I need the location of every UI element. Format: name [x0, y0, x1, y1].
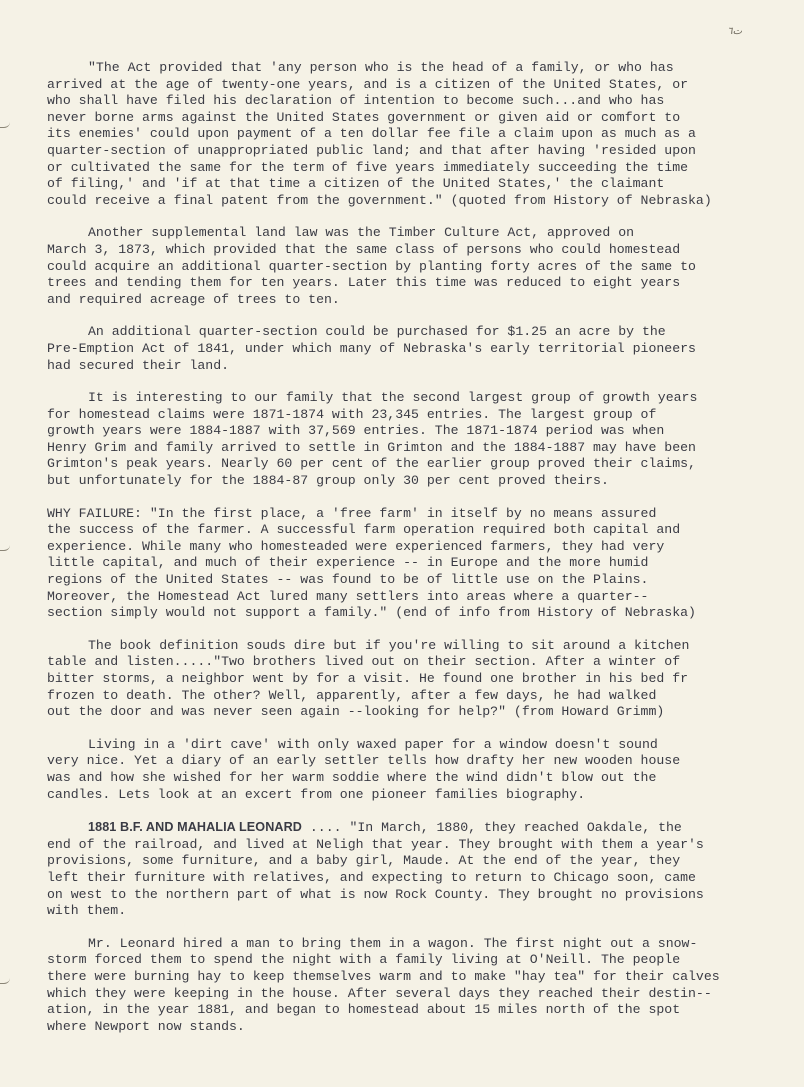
text-line: was and how she wished for her warm soddie where the wind didn't blow out the — [47, 769, 657, 785]
paragraph-pre-emption — [47, 324, 759, 374]
text-line: Henry Grim and family arrived to settle in Grimton and the 1884-1887 may have been — [47, 439, 696, 455]
text-line: ation, in the year 1881, and began to homestead about 15 miles north of the spot — [47, 1002, 681, 1018]
leonard-heading: 1881 B.F. AND MAHALIA LEONARD — [88, 820, 302, 835]
text-line: left their furniture with relatives, and expecting to return to Chicago soon, came — [47, 869, 696, 885]
text-line: where Newport now stands. — [47, 1018, 245, 1034]
text-line: there were burning hay to keep themselves warm and to make "hay tea" for their calves — [47, 968, 720, 984]
text-line: arrived at the age of twenty-one years, and is a citizen of the United States, or — [47, 76, 689, 92]
text-line: March 3, 1873, which provided that the same class of persons who could homestead — [47, 241, 681, 257]
margin-binding-mark — [0, 545, 10, 551]
text-line: could acquire an additional quarter-section by planting forty acres of the same to — [47, 258, 696, 274]
text-line: quarter-section of unappropriated public land; and that after having 'resided upon — [47, 142, 696, 158]
text-line: bitter storms, a neighbor went by for a visit. He found one brother in his bed fr — [47, 671, 689, 686]
paragraph-why-failure — [47, 506, 759, 622]
text-line: its enemies' could upon payment of a ten dollar fee file a claim upon as much as a — [47, 126, 696, 142]
text-line: frozen to death. The other? Well, apparently, after a few days, he had walked — [47, 687, 657, 703]
text-line: could receive a final patent from the government." (quoted from History of Nebraska) — [47, 192, 712, 208]
text-line: which they were keeping in the house. After several days they reached their destin-- — [47, 985, 712, 1001]
paragraph-snowstorm — [47, 936, 759, 1036]
text-line: never borne arms against the United States government or given aid or comfort to — [47, 109, 681, 125]
text-line: trees and tending them for ten years. Later this time was reduced to eight years — [47, 275, 681, 291]
text-line: experience. While many who homesteaded were experienced farmers, they had very — [47, 538, 665, 554]
text-line: Moreover, the Homestead Act lured many settlers into areas where a quarter-- — [47, 588, 649, 604]
text-line: but unfortunately for the 1884-87 group only 30 per cent proved theirs. — [47, 473, 609, 489]
text-line: out the door and was never seen again --looking for help?" (from Howard Grimm) — [47, 704, 665, 720]
text-line: Pre-Emption Act of 1841, under which many of Nebraska's early territorial pioneers — [47, 340, 696, 356]
paragraph-act-quote — [47, 60, 759, 209]
text-line: section simply would not support a family." (end of info from History of Nebraska) — [47, 605, 696, 621]
text-line: Living in a 'dirt cave' with only waxed paper for a window doesn't sound — [88, 736, 658, 752]
paragraph-two-brothers — [47, 638, 759, 721]
text-line: table and listen....."Two brothers lived out on their section. After a winter of — [47, 654, 681, 670]
text-fragment: .... "In March, 1880, they reached Oakdale, the — [301, 820, 682, 836]
paragraph-growth-years — [47, 390, 759, 490]
text-line: storm forced them to spend the night with a family living at O'Neill. The people — [47, 952, 681, 968]
text-line: Grimton's peak years. Nearly 60 per cent of the earlier group proved their claims, — [47, 456, 696, 472]
text-line: little capital, and much of their experience -- in Europe and the more humid — [47, 555, 649, 571]
text-line: Mr. Leonard hired a man to bring them in a wagon. The first night out a snow- — [88, 935, 698, 951]
text-line: the success of the farmer. A successful farm operation required both capital and — [47, 522, 681, 538]
text-line: The book definition souds dire but if you're willing to sit around a kitchen — [88, 637, 690, 653]
text-fragment: "In the first place, a 'free farm' in itself by no means assured — [141, 505, 657, 521]
margin-binding-mark — [0, 122, 10, 128]
text-line: had secured their land. — [47, 357, 230, 373]
why-failure-label: WHY FAILURE: — [47, 505, 142, 521]
text-line: It is interesting to our family that the second largest group of growth years — [88, 390, 698, 406]
text-line: of filing,' and 'if at that time a citizen of the United States,' the claimant — [47, 176, 665, 192]
text-line: growth years were 1884-1887 with 37,569 entries. The 1871-1874 period was when — [47, 423, 665, 439]
document-body — [47, 60, 759, 1051]
text-line: or cultivated the same for the term of five years immediately succeeding the time — [47, 159, 689, 175]
text-line: on west to the northern part of what is now Rock County. They brought no provisions — [47, 886, 704, 902]
text-line: with them. — [47, 903, 127, 919]
text-line: for homestead claims were 1871-1874 with 23,345 entries. The largest group of — [47, 406, 657, 422]
text-line: provisions, some furniture, and a baby girl, Maude. At the end of the year, they — [47, 853, 681, 869]
text-line: and required acreage of trees to ten. — [47, 291, 340, 307]
text-line: regions of the United States -- was found to be of little use on the Plains. — [47, 572, 649, 588]
text-line: very nice. Yet a diary of an early settler tells how drafty her new wooden house — [47, 753, 681, 769]
text-line: "The Act provided that 'any person who is the head of a family, or who has — [88, 60, 674, 75]
margin-binding-mark — [0, 978, 10, 984]
text-line: candles. Lets look at an excert from one pioneer families biography. — [47, 786, 586, 802]
paragraph-timber-culture — [47, 225, 759, 308]
text-line — [47, 506, 759, 523]
text-line: who shall have filed his declaration of intention to become such...and who has — [47, 93, 665, 109]
text-line — [47, 819, 759, 837]
paragraph-dirt-cave — [47, 737, 759, 803]
text-line: Another supplemental land law was the Timber Culture Act, approved on — [88, 225, 635, 241]
text-line: end of the railroad, and lived at Neligh that year. They brought with them a year's — [47, 836, 704, 852]
text-line: An additional quarter-section could be purchased for $1.25 an acre by the — [88, 324, 666, 340]
page-number: ت٦ — [727, 26, 742, 37]
paragraph-leonard — [47, 819, 759, 920]
